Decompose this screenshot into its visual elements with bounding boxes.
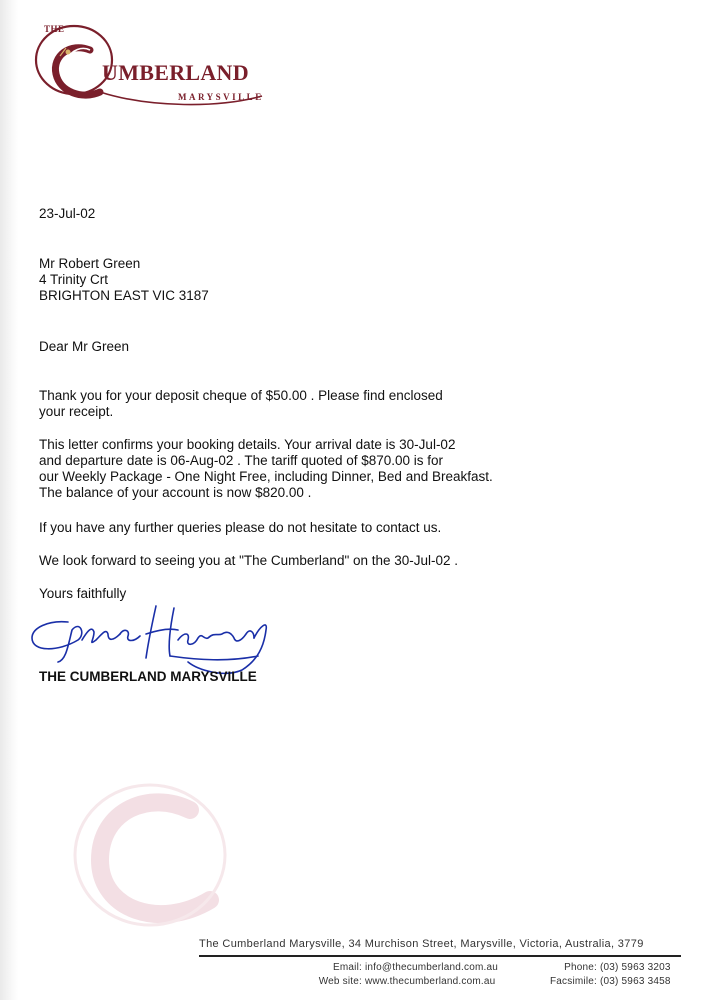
signature-image xyxy=(28,600,288,680)
logo-the: THE xyxy=(44,24,65,34)
paragraph-look-forward: We look forward to seeing you at "The Cumberland" on the 30-Jul-02 . xyxy=(39,553,459,568)
email-value: info@thecumberland.com.au xyxy=(364,962,498,973)
paragraph-line: our Weekly Package - One Night Free, including Dinner, Bed and Breakfast. xyxy=(39,469,493,484)
logo-name: UMBERLAND xyxy=(102,60,249,85)
fax-value: (03) 5963 3458 xyxy=(599,976,671,987)
recipient-name: Mr Robert Green xyxy=(39,256,141,271)
paragraph-line: and departure date is 06-Aug-02 . The tariff quoted of $870.00 is for xyxy=(39,453,444,468)
letter-date: 23-Jul-02 xyxy=(39,206,96,221)
footer-phone xyxy=(545,962,671,973)
footer-email xyxy=(300,962,498,973)
paragraph-booking xyxy=(39,437,493,501)
phone-label: Phone: xyxy=(564,962,597,973)
recipient-street: 4 Trinity Crt xyxy=(39,272,109,287)
phone-value: (03) 5963 3203 xyxy=(599,962,671,973)
web-label: Web site: xyxy=(318,976,362,987)
footer-web xyxy=(300,976,495,987)
watermark-logo-icon xyxy=(60,770,240,940)
paragraph-line: This letter confirms your booking details. Your arrival date is 30-Jul-02 xyxy=(39,437,456,452)
paragraph-line: The balance of your account is now $820.00 . xyxy=(39,485,312,500)
scan-edge-shadow xyxy=(0,0,18,1000)
recipient-suburb: BRIGHTON EAST VIC 3187 xyxy=(39,288,209,303)
logo-town: MARYSVILLE xyxy=(178,92,264,102)
fax-label: Facsimile: xyxy=(549,976,597,987)
signoff: THE CUMBERLAND MARYSVILLE xyxy=(39,669,257,684)
closing: Yours faithfully xyxy=(39,586,127,601)
footer-fax xyxy=(545,976,671,987)
cumberland-logo xyxy=(30,12,280,112)
footer-address: The Cumberland Marysville, 34 Murchison Street, Marysville, Victoria, Australia, 3779 xyxy=(199,938,644,950)
recipient-address xyxy=(39,256,209,304)
footer-divider xyxy=(199,955,681,957)
email-label: Email: xyxy=(333,962,362,973)
paragraph-line: Thank you for your deposit cheque of $50.00 . Please find enclosed xyxy=(39,388,443,403)
paragraph-deposit xyxy=(39,388,443,420)
salutation: Dear Mr Green xyxy=(39,339,130,354)
paragraph-queries: If you have any further queries please do not hesitate to contact us. xyxy=(39,520,442,535)
web-value: www.thecumberland.com.au xyxy=(364,976,496,987)
paragraph-line: your receipt. xyxy=(39,404,114,419)
